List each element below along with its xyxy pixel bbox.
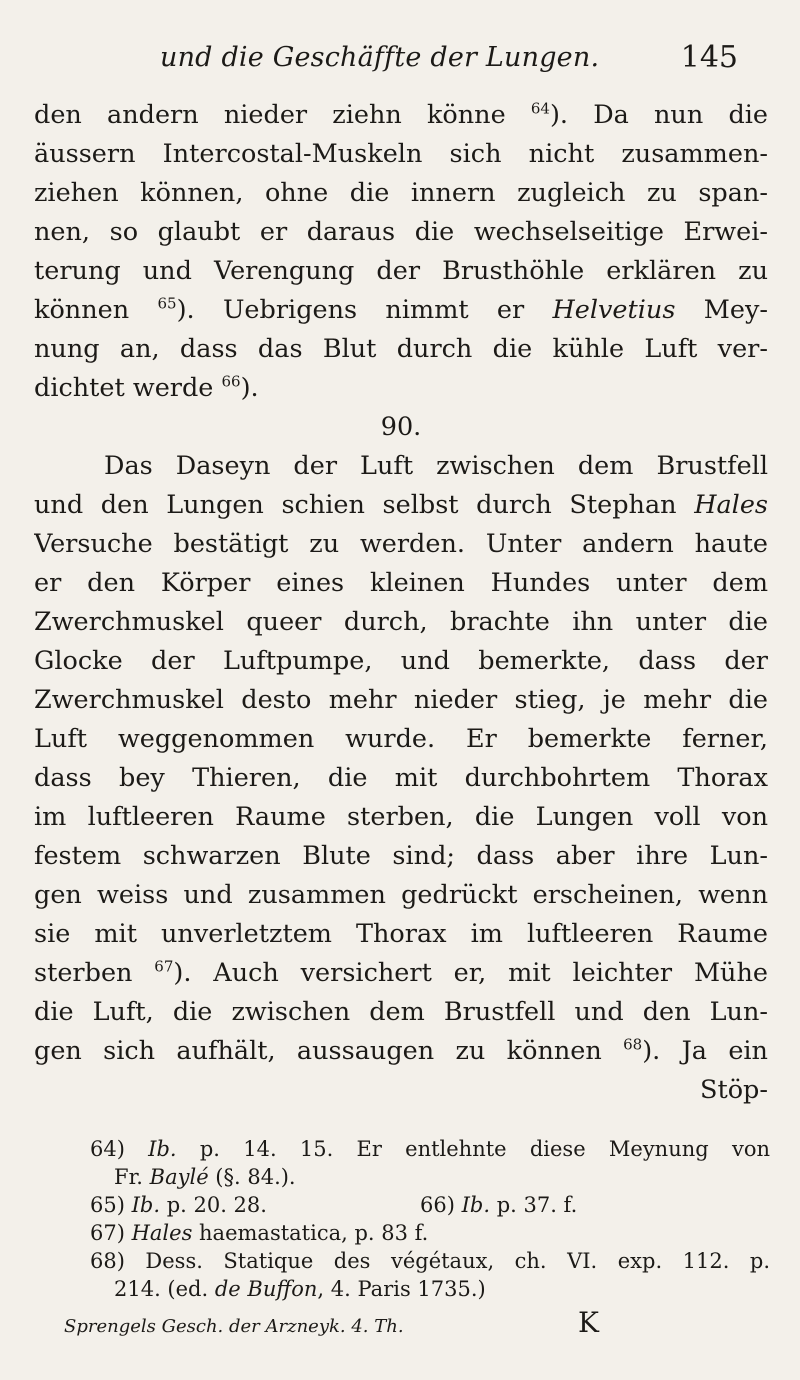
printer-signature: Sprengels Gesch. der Arzneyk. 4. Th. bbox=[64, 1316, 404, 1337]
author-name: Helvetius bbox=[552, 295, 676, 325]
text-line: Das Daseyn der Luft zwischen dem Brustfell bbox=[104, 451, 768, 481]
text-line: können $^{65}$). Uebrigens nimmt er Helvetius Mey- bbox=[34, 294, 768, 325]
footnote-65: 65) Ib. p. 20. 28. bbox=[90, 1193, 267, 1217]
text-line: Versuche bestätigt zu werden. Unter andern haute bbox=[34, 529, 768, 559]
text-line: Zwerchmuskel desto mehr nieder stieg, je mehr die bbox=[34, 685, 768, 715]
footnote-65-66 bbox=[90, 1191, 770, 1219]
text-line: dass bey Thieren, die mit durchbohrtem Thorax bbox=[34, 763, 768, 793]
page-header bbox=[0, 40, 800, 84]
text-line: terung und Verengung der Brusthöhle erklären zu bbox=[34, 256, 768, 286]
text-line: nen, so glaubt er daraus die wechselseitige Erwei- bbox=[34, 217, 768, 247]
page-number: 145 bbox=[680, 40, 738, 75]
footnote-ref: 68 bbox=[623, 1035, 643, 1054]
body-text bbox=[34, 96, 768, 1110]
footnote-68-cont: 214. (ed. de Buffon, 4. Paris 1735.) bbox=[114, 1277, 486, 1301]
text-line: sterben $^{67}$). Auch versichert er, mit leichter Mühe bbox=[34, 957, 768, 988]
text-line: dichtet werde $^{66}$). bbox=[34, 372, 259, 403]
text-line: Zwerchmuskel queer durch, brachte ihn unter die bbox=[34, 607, 768, 637]
footnote-64-cont: Fr. Baylé (§. 84.). bbox=[114, 1165, 296, 1189]
footnote-64: 64) Ib. p. 14. 15. Er entlehnte diese Meynung von bbox=[90, 1137, 770, 1161]
footnote-ref: 64 bbox=[530, 99, 550, 118]
editor-name: de Buffon bbox=[214, 1277, 318, 1301]
text-line: und den Lungen schien selbst durch Stephan Hales bbox=[34, 490, 768, 520]
text-line: ziehen können, ohne die innern zugleich zu span- bbox=[34, 178, 768, 208]
author-name: Baylé bbox=[149, 1165, 209, 1189]
text-line: äussern Intercostal-Muskeln sich nicht zusammen- bbox=[34, 139, 768, 169]
text-line: er den Körper eines kleinen Hundes unter dem bbox=[34, 568, 768, 598]
text-line: gen sich aufhält, aussaugen zu können $^{68}$). Ja ein bbox=[34, 1035, 768, 1066]
catchword: Stöp- bbox=[699, 1075, 768, 1105]
text-line: gen weiss und zusammen gedrückt erscheinen, wenn bbox=[34, 880, 768, 910]
text-line: im luftleeren Raume sterben, die Lungen voll von bbox=[34, 802, 768, 832]
text-line: sie mit unverletztem Thorax im luftleeren Raume bbox=[34, 919, 768, 949]
running-title: und die Geschäffte der Lungen. bbox=[160, 42, 600, 73]
text-line: nung an, dass das Blut durch die kühle Luft ver- bbox=[34, 334, 768, 364]
author-name: Hales bbox=[131, 1221, 193, 1245]
text-line: Luft weggenommen wurde. Er bemerkte ferner, bbox=[34, 724, 768, 754]
section-number: 90. bbox=[380, 412, 422, 442]
author-name: Hales bbox=[694, 490, 768, 520]
footnote-ref: 65 bbox=[157, 294, 177, 313]
footnote-68: 68) Dess. Statique des végétaux, ch. VI. exp. 112. p. bbox=[90, 1249, 770, 1273]
text-line: die Luft, die zwischen dem Brustfell und den Lun- bbox=[34, 997, 768, 1027]
footnotes bbox=[90, 1135, 770, 1303]
footnote-67: 67) Hales haemastatica, p. 83 f. bbox=[90, 1221, 429, 1245]
text-line: den andern nieder ziehn könne $^{64}$). Da nun die bbox=[34, 99, 768, 130]
footnote-66: 66) Ib. p. 37. f. bbox=[420, 1193, 578, 1217]
text-line: festem schwarzen Blute sind; dass aber ihre Lun- bbox=[34, 841, 768, 871]
footnote-ref: 67 bbox=[154, 957, 174, 976]
text-line: Glocke der Luftpumpe, und bemerkte, dass der bbox=[34, 646, 768, 676]
signature-mark: K bbox=[578, 1306, 599, 1339]
footnote-ref: 66 bbox=[221, 372, 241, 391]
